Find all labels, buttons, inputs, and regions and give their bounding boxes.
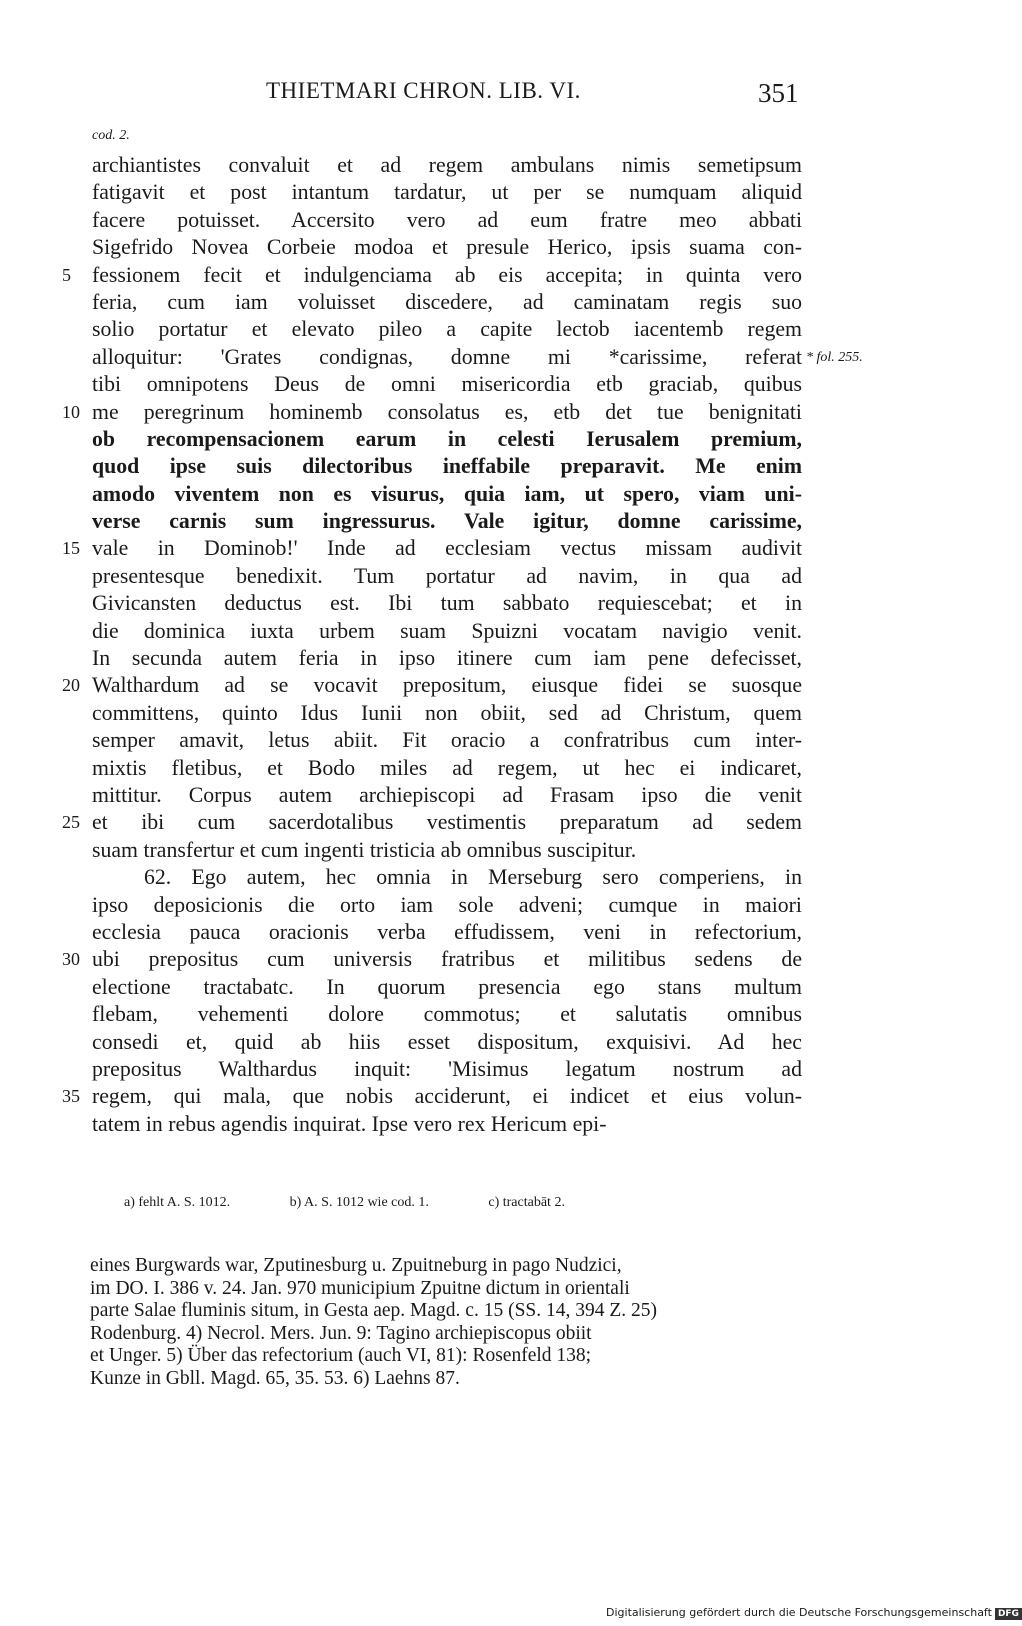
line-number: 20	[62, 675, 80, 696]
page-number: 351	[758, 78, 799, 108]
text-line: committens, quinto Idus Iunii non obiit, sed ad Christum, quem	[92, 700, 802, 725]
text-line: 10 me peregrinum hominemb consolatus es, etb det tue benignitati	[92, 399, 802, 426]
line-number: 10	[62, 401, 80, 422]
codex-note: cod. 2.	[92, 128, 130, 143]
text-line: die dominica iuxta urbem suam Spuizni vocatam navigio venit.	[92, 618, 802, 643]
text-line: consedi et, quid ab hiis esset dispositum, exquisivi. Ad hec	[92, 1029, 802, 1054]
text-line: amodo viventem non es visurus, quia iam, ut spero, viam uni-	[92, 481, 802, 506]
note-line: eines Burgwards war, Zputinesburg u. Zpuitneburg in pago Nudzici,	[90, 1255, 622, 1276]
main-text	[62, 152, 863, 1138]
text-line: fatigavit et post intantum tardatur, ut per se numquam aliquid	[92, 180, 802, 205]
text-line: Sigefrido Novea Corbeie modoa et presule Herico, ipsis suama con-	[92, 235, 802, 260]
chapter-start-line: 62. Ego autem, hec omnia in Merseburg sero comperiens, in	[144, 865, 802, 890]
text-line: ipso deposicionis die orto iam sole adveni; cumque in maiori	[92, 892, 802, 917]
line-number: 5	[62, 264, 71, 285]
line-number: 25	[62, 812, 80, 833]
text-line: mixtis fletibus, et Bodo miles ad regem, ut hec ei indicaret,	[92, 755, 802, 780]
note-line: et Unger. 5) Über das refectorium (auch VI, 81): Rosenfeld 138;	[90, 1345, 592, 1367]
text-line: Givicansten deductus est. Ibi tum sabbato requiescebat; et in	[92, 591, 802, 616]
text-line: alloquitur: 'Grates condignas, domne mi *carissime, referat * fol. 255.	[92, 344, 802, 371]
footnote: b) A. S. 1012 wie cod. 1.	[289, 1195, 429, 1210]
text-line: In secunda autem feria in ipso itinere cum iam pene defecisset,	[92, 646, 802, 671]
text-line: 30 ubi prepositus cum universis fratribus et militibus sedens de	[92, 946, 802, 973]
text-line: tatem in rebus agendis inquirat. Ipse vero rex Hericum epi-	[92, 1111, 607, 1136]
text-line: semper amavit, letus abiit. Fit oracio a confratribus cum inter-	[92, 728, 802, 753]
note-line: Rodenburg. 4) Necrol. Mers. Jun. 9: Tagino archiepiscopus obiit	[90, 1322, 592, 1344]
text-line: archiantistes convaluit et ad regem ambulans nimis semetipsum	[92, 153, 802, 177]
note-line: im DO. I. 386 v. 24. Jan. 970 municipium Zpuitne dictum in orientali	[90, 1277, 630, 1299]
commentary-notes	[90, 1255, 802, 1391]
footnote: a) fehlt A. S. 1012.	[124, 1195, 231, 1210]
text-line: ob recompensacionem earum in celesti Ierusalem premium,	[92, 426, 802, 451]
folio-note: * fol. 255.	[806, 349, 863, 365]
text-line: suam transfertur et cum ingenti tristicia ab omnibus suscipitur.	[92, 837, 637, 862]
text-line: electione tractabatc. In quorum presencia ego stans multum	[92, 974, 802, 999]
line-number: 30	[62, 949, 80, 970]
text-line: flebam, vehementi dolore commotus; et salutatis omnibus	[92, 1002, 802, 1027]
digitization-credit: Digitalisierung gefördert durch die Deutsche Forschungsgemeinschaft DFG	[606, 1606, 1022, 1620]
text-line: presentesque benedixit. Tum portatur ad navim, in qua ad	[92, 563, 802, 588]
text-line: 20 Walthardum ad se vocavit prepositum, eiusque fidei se suosque	[92, 672, 802, 699]
line-number: 15	[62, 538, 80, 559]
text-line: mittitur. Corpus autem archiepiscopi ad Frasam ipso die venit	[92, 782, 802, 807]
text-line: facere potuisset. Accersito vero ad eum fratre meo abbati	[92, 207, 802, 232]
text-line: 25 et ibi cum sacerdotalibus vestimentis preparatum ad sedem	[92, 809, 802, 836]
text-line: feria, cum iam voluisset discedere, ad caminatam regis suo	[92, 289, 802, 314]
text-line: 15 vale in Dominob!' Inde ad ecclesiam vectus missam audivit	[92, 535, 802, 562]
dfg-logo-icon: DFG	[995, 1608, 1022, 1620]
text-line: solio portatur et elevato pileo a capite lectob iacentemb regem	[92, 317, 802, 342]
line-number: 35	[62, 1086, 80, 1107]
text-line: tibi omnipotens Deus de omni misericordia etb graciab, quibus	[92, 372, 802, 397]
running-header: THIETMARI CHRON. LIB. VI.	[266, 78, 581, 103]
note-line: Kunze in Gbll. Magd. 65, 35. 53. 6) Laehns 87.	[90, 1367, 460, 1389]
footnote: c) tractabāt 2.	[488, 1195, 565, 1210]
text-line: ecclesia pauca oracionis verba effudissem, veni in refectorium,	[92, 919, 802, 944]
text-line: 35 regem, qui mala, que nobis acciderunt, ei indicet et eius volun-	[92, 1083, 802, 1110]
text-line: prepositus Walthardus inquit: 'Misimus legatum nostrum ad	[92, 1056, 802, 1081]
note-line: parte Salae fluminis situm, in Gesta aep. Magd. c. 15 (SS. 14, 394 Z. 25)	[90, 1300, 658, 1322]
apparatus-footnotes	[124, 1195, 621, 1211]
text-line: verse carnis sum ingressurus. Vale igitur, domne carissime,	[92, 509, 802, 534]
text-line: 5 fessionem fecit et indulgenciama ab eis accepita; in quinta vero	[92, 262, 802, 289]
text-line: quod ipse suis dilectoribus ineffabile preparavit. Me enim	[92, 454, 802, 479]
